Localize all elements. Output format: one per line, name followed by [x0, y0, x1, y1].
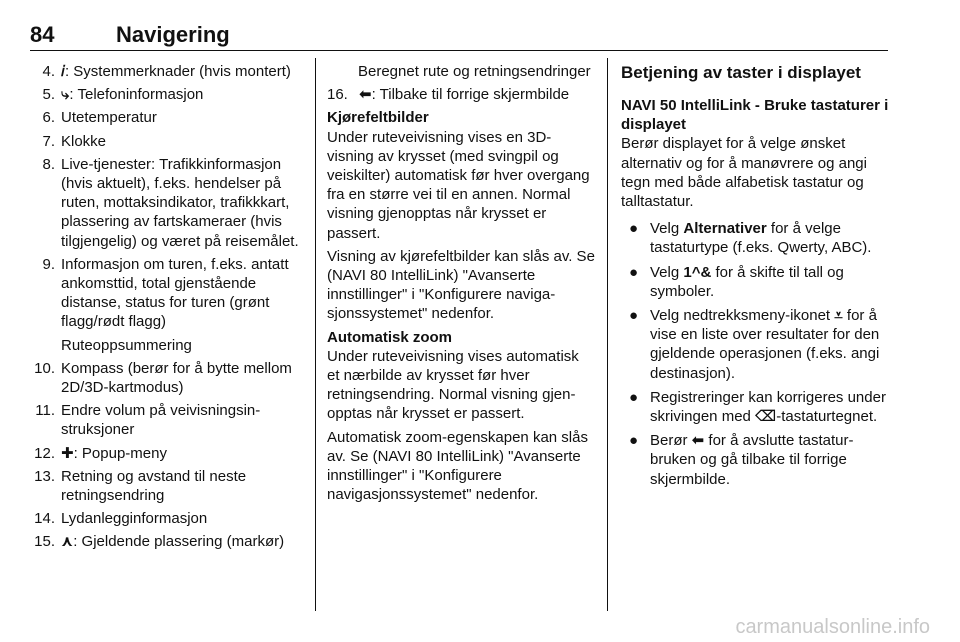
list-item-4: 4. 𝑖: Systemmerknader (hvis montert): [42, 63, 291, 80]
list-item-7: 7. Klokke: [42, 132, 107, 150]
auto-zoom-paragraph-2: Automatisk zoom-egenskapen kan slås av. Se (NAVI 80 IntelliLink) "Avanserte innstillinger" i "Konfigurere navigasjonssystemet" nedenfor.: [327, 428, 588, 504]
column-2: [327, 62, 595, 508]
back-arrow-icon: ⬅: [691, 432, 705, 450]
header-rule: [30, 50, 888, 51]
column-3: [621, 62, 889, 494]
chapter-title: Navigering: [116, 22, 230, 47]
page-number: 84: [30, 22, 55, 47]
column-divider-2: [607, 58, 608, 611]
list-item-15: 15. ⋏: Gjeldende plassering (markør): [34, 533, 285, 551]
bullet-item-2: ● Velg 1^& for å skifte til tall og symboler.: [629, 263, 844, 300]
auto-zoom-paragraph-1: Under ruteveivisning vises automatisk et nærbilde av krysset før hver retningsendring. Normal visning gjenopptas når krysset er passert.: [327, 347, 579, 423]
lane-images-title: Kjørefeltbilder: [327, 109, 429, 127]
back-arrow-icon: ⬅: [359, 86, 372, 104]
info-icon: 𝑖: [61, 63, 65, 80]
bullet-icon: ●: [629, 432, 639, 450]
list-item-11: 11. Endre volum på veivisningsinstruksjoner: [35, 402, 261, 439]
list-item-5: 5. ⤷: Telefoninformasjon: [42, 86, 204, 104]
page-header: [30, 22, 888, 52]
column-divider-1: [315, 58, 316, 611]
list-item-13: 13. Retning og avstand til neste retningsendring: [34, 467, 247, 505]
bullet-icon: ●: [629, 220, 639, 238]
list-item-12: 12. ✚: Popup-meny: [34, 444, 167, 462]
bullet-item-1: ● Velg Alternativer for å velge tastaturtype (f.eks. Qwerty, ABC).: [629, 220, 872, 257]
bullet-icon: ●: [629, 388, 639, 406]
intro-paragraph: Berør displayet for å velge ønsket alternativ og for å manøvrere og angi tegn med både alfabetisk tastatur og talltastatur.: [621, 135, 867, 211]
bullet-item-3: ● Velg nedtrekksmeny-ikonet ⩡ for å vise en liste over resultater for den gjeldende operasjonen (f.eks. angi destinasjon).: [629, 307, 880, 382]
phone-icon: ⤷: [61, 86, 70, 104]
lane-images-paragraph-1: Under ruteveivisning vises en 3D-visning av krysset (med svingpil og veiskilter) automatisk før hver overgang fra en større vei til en annen. Normal visning gjenopptas når krysset er passert.: [327, 128, 590, 242]
bullet-item-5: ● Berør ⬅ for å avslutte tastaturbruken og gå tilbake til forrige skjermbilde.: [629, 432, 854, 488]
list-item-8: 8. Live-tjenester: Trafikkinformasjon (hvis aktuelt), f.eks. hendelser på ruten, mottaksindikator, trafikkkart, plassering av fartskameraer (hvis tilgjengelig) og været på reisemålet.: [42, 155, 299, 250]
list-item-continuation: Beregnet rute og retningsendringer: [358, 63, 591, 80]
dropdown-menu-icon: ⩡: [834, 307, 843, 325]
position-marker-icon: ⋏: [61, 533, 74, 551]
bullet-icon: ●: [629, 263, 639, 281]
list-item-14: 14. Lydanlegginformasjon: [34, 510, 208, 528]
column-1: [30, 62, 306, 556]
list-item-9: 9. Informasjon om turen, f.eks. antatt ankomsttid, total gjenstående distanse, status for turen (grønt flagg/rødt flagg): [42, 255, 289, 331]
plus-icon: ✚: [61, 444, 74, 462]
list-item-10: 10. Kompass (berør for å bytte mellom 2D/3D-kartmodus): [34, 359, 292, 397]
auto-zoom-title: Automatisk zoom: [327, 328, 453, 346]
bullet-icon: ●: [629, 307, 639, 325]
section-heading: Betjening av taster i displayet: [621, 63, 861, 82]
list-item-6: 6. Utetemperatur: [42, 109, 157, 127]
section-subheading: NAVI 50 IntelliLink - Bruke tastaturer i displayet: [621, 97, 889, 134]
bullet-item-4: ● Registreringer kan korrigeres under skrivingen med ⌫-tastaturtegnet.: [629, 388, 886, 426]
backspace-icon: ⌫: [755, 408, 777, 426]
watermark: carmanualsonline.info: [735, 616, 930, 638]
route-summary: Ruteoppsummering: [61, 336, 192, 354]
lane-images-paragraph-2: Visning av kjørefeltbilder kan slås av. Se (NAVI 80 IntelliLink) "Avanserte innstillinger" i "Konfigurere navigasjonssystemet" nedenfor.: [327, 247, 595, 323]
list-item-16: 16. ⬅: Tilbake til forrige skjermbilde: [327, 86, 570, 104]
